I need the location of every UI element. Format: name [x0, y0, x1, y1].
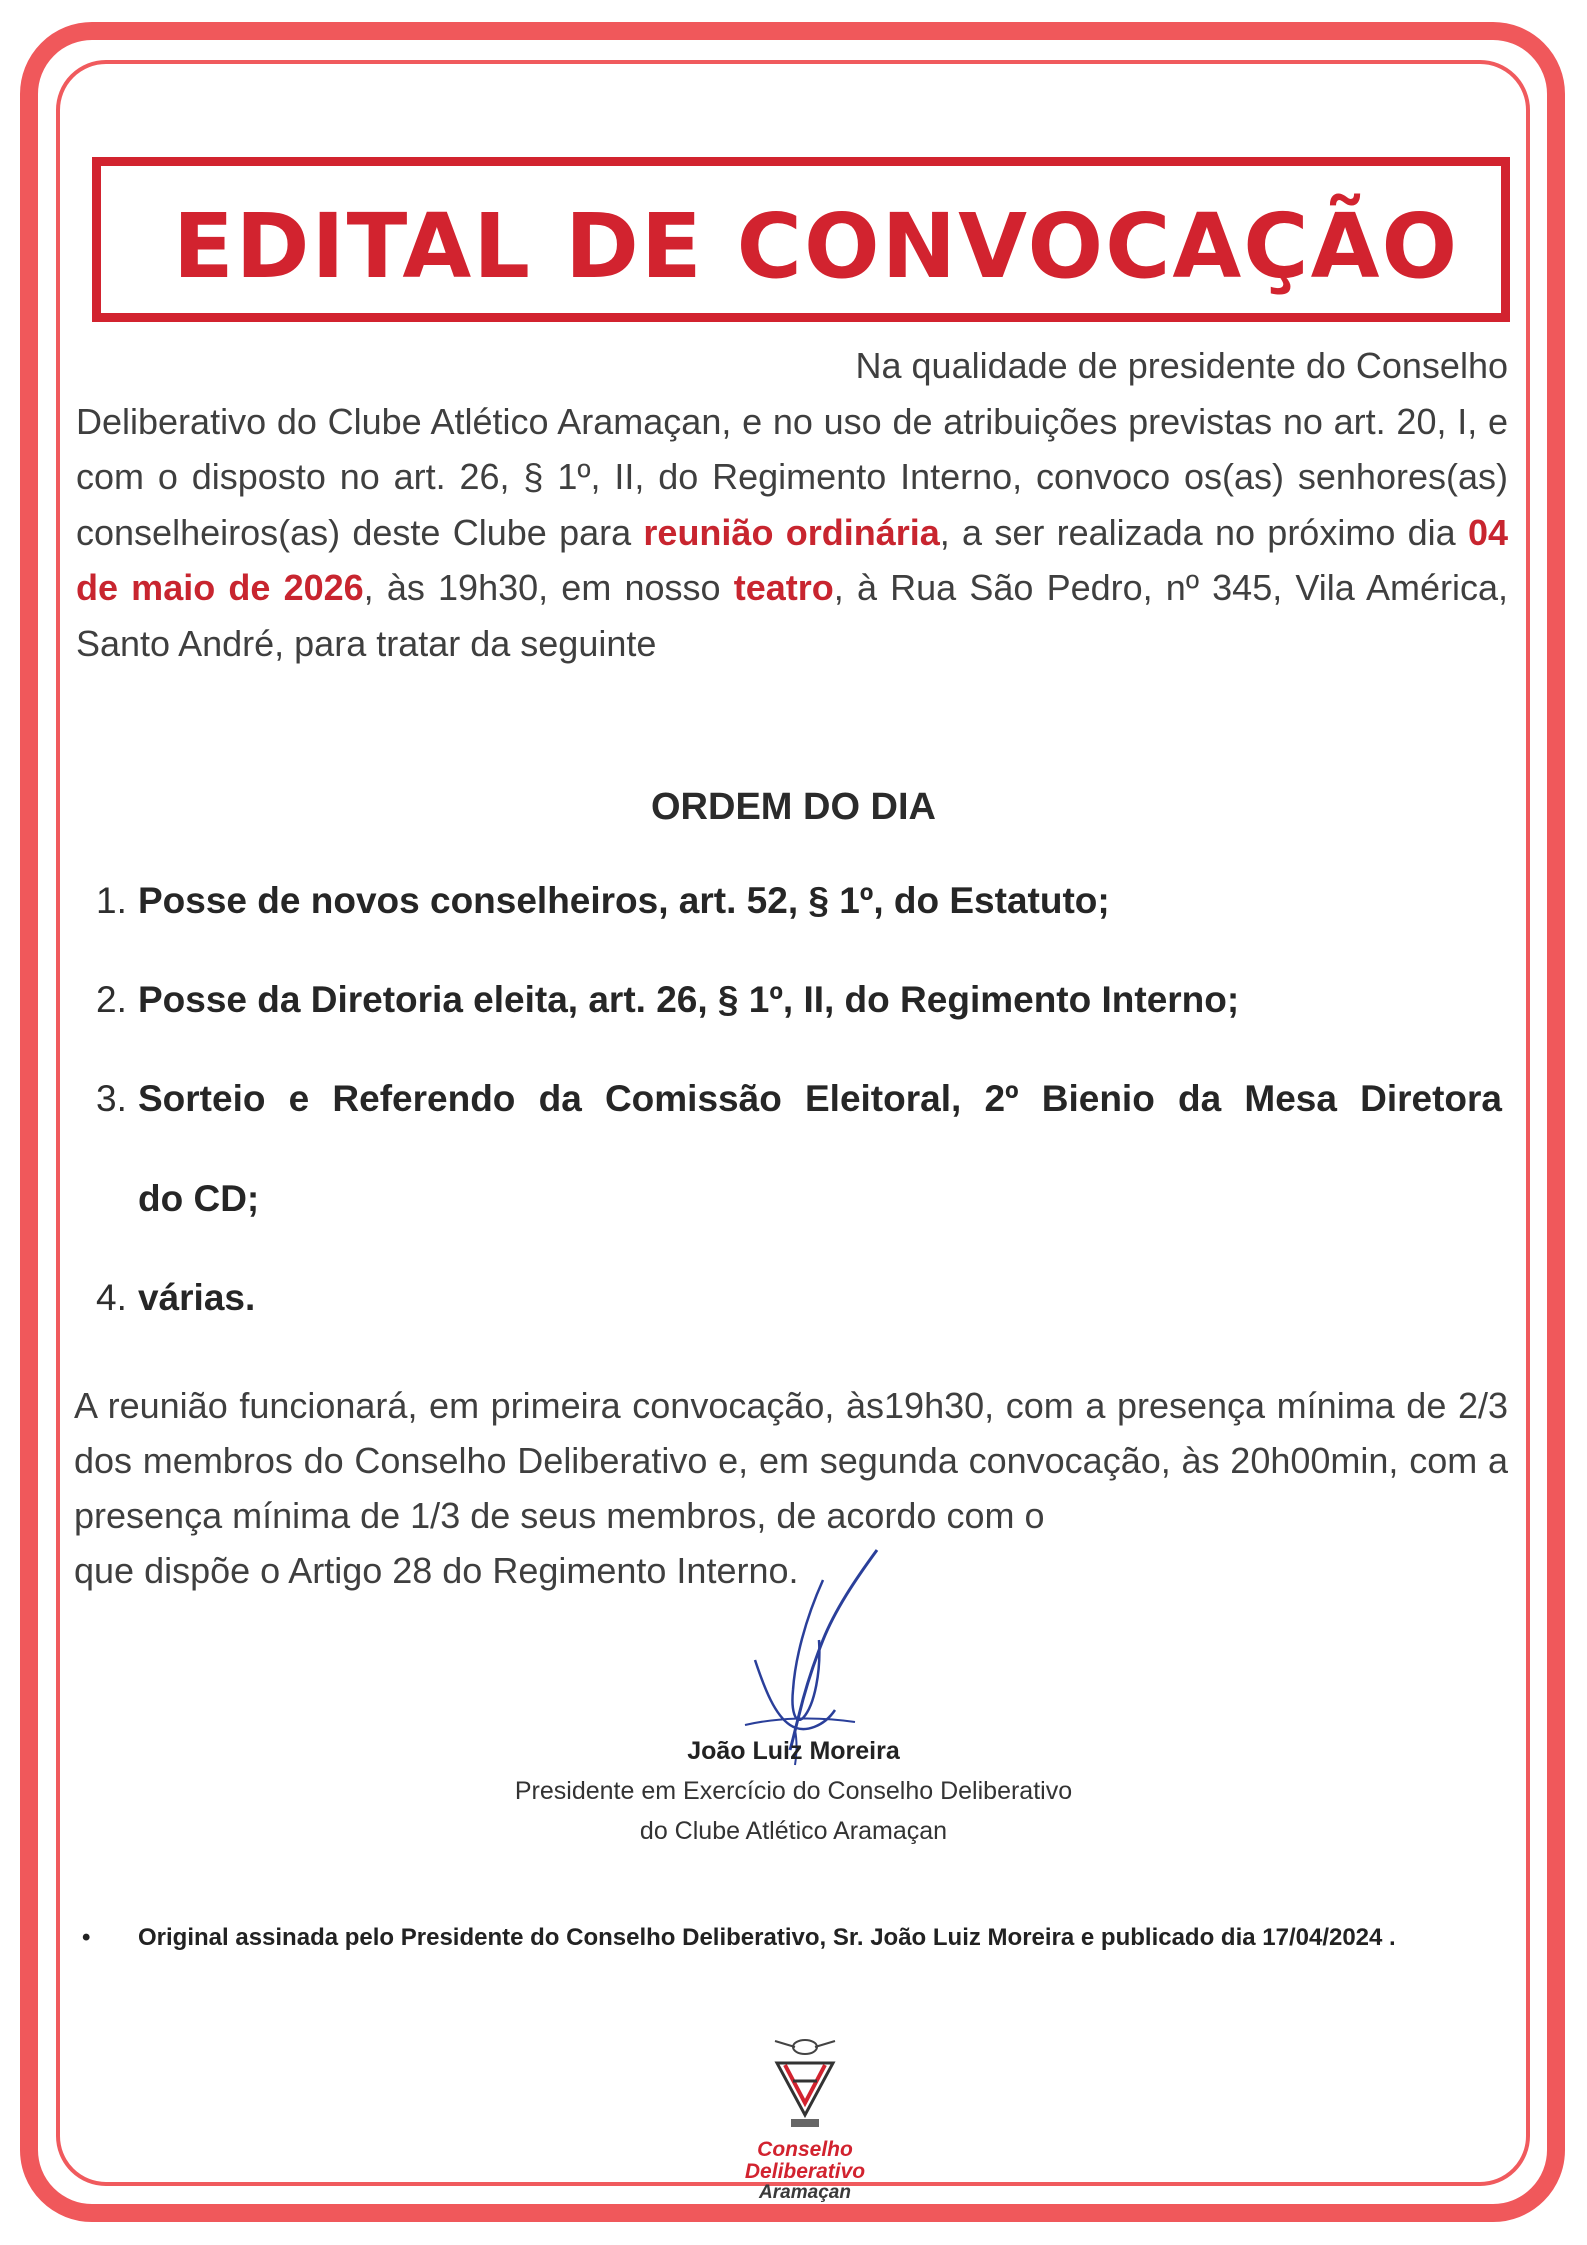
title-box	[92, 157, 1510, 322]
bullet-icon: •	[82, 1924, 91, 1951]
meeting-place-highlight: teatro	[733, 567, 834, 608]
agenda-item-number: 3.	[96, 1078, 127, 1119]
signer-role-line-2: do Clube Atlético Aramaçan	[639, 1817, 948, 1845]
logo-text-line-1: Conselho	[757, 2138, 853, 2161]
signer-name: João Luiz Moreira	[687, 1737, 900, 1765]
agenda-item-number: 2.	[96, 979, 127, 1020]
logo-text-line-2: Deliberativo	[744, 2160, 866, 2183]
intro-text-1: Deliberativo do Clube Atlético Aramaçan, e no uso de atribuições previstas no art. 20, I, e com o disposto no art. 26, § 1º, II, do Regimento Interno, convoco os(as) senhores(as) conselheiros(as) deste Clube para	[76, 400, 1508, 553]
intro-paragraph	[76, 338, 1508, 671]
intro-first-line: Na qualidade de presidente do Conselho	[855, 345, 1508, 386]
agenda-item-text: Posse da Diretoria eleita, art. 26, § 1º, II, do Regimento Interno;	[138, 979, 1240, 1020]
agenda-item-number: 1.	[96, 880, 127, 921]
agenda-heading: ORDEM DO DIA	[651, 786, 936, 828]
logo-text-line-3: Aramaçan	[759, 2182, 851, 2203]
page-title: EDITAL DE CONVOCAÇÃO	[172, 194, 1460, 298]
intro-text-2: , a ser realizada no próximo dia	[939, 511, 1456, 553]
intro-text-3: , às 19h30, em nosso	[363, 567, 721, 608]
signer-block	[0, 1731, 1587, 1851]
closing-last-line: que dispõe o Artigo 28 do Regimento Interno.	[74, 1550, 799, 1591]
club-emblem-icon	[735, 2035, 875, 2135]
footnote-text: Original assinada pelo Presidente do Conselho Deliberativo, Sr. João Luiz Moreira e publicado dia 17/04/2024 .	[138, 1924, 1396, 1951]
agenda-item-text: Posse de novos conselheiros, art. 52, § 1º, do Estatuto;	[138, 880, 1110, 921]
meeting-type-highlight: reunião ordinária	[643, 511, 940, 553]
agenda-item-number: 4.	[96, 1277, 127, 1318]
agenda-item-text: várias.	[138, 1277, 256, 1318]
agenda-item-text: Sorteio e Referendo da Comissão Eleitoral, 2º Bienio da Mesa Diretora	[138, 1078, 1502, 1119]
intro-text-4: , à Rua São Pedro, nº 345, Vila América, Santo André, para tratar da seguinte	[76, 567, 1508, 664]
council-logo	[735, 2035, 875, 2215]
closing-text: A reunião funcionará, em primeira convocação, às19h30, com a presença mínima de 2/3 dos membros do Conselho Deliberativo e, em segunda convocação, às 20h00min, com a presença mínima de 1/3 de seus membros, de acordo com o	[74, 1385, 1508, 1536]
signer-role-line-1: Presidente em Exercício do Conselho Deliberativo	[514, 1777, 1073, 1805]
meeting-date-highlight: 04 de maio de 2026	[76, 511, 1508, 608]
agenda-item-continuation: do CD;	[138, 1178, 260, 1219]
